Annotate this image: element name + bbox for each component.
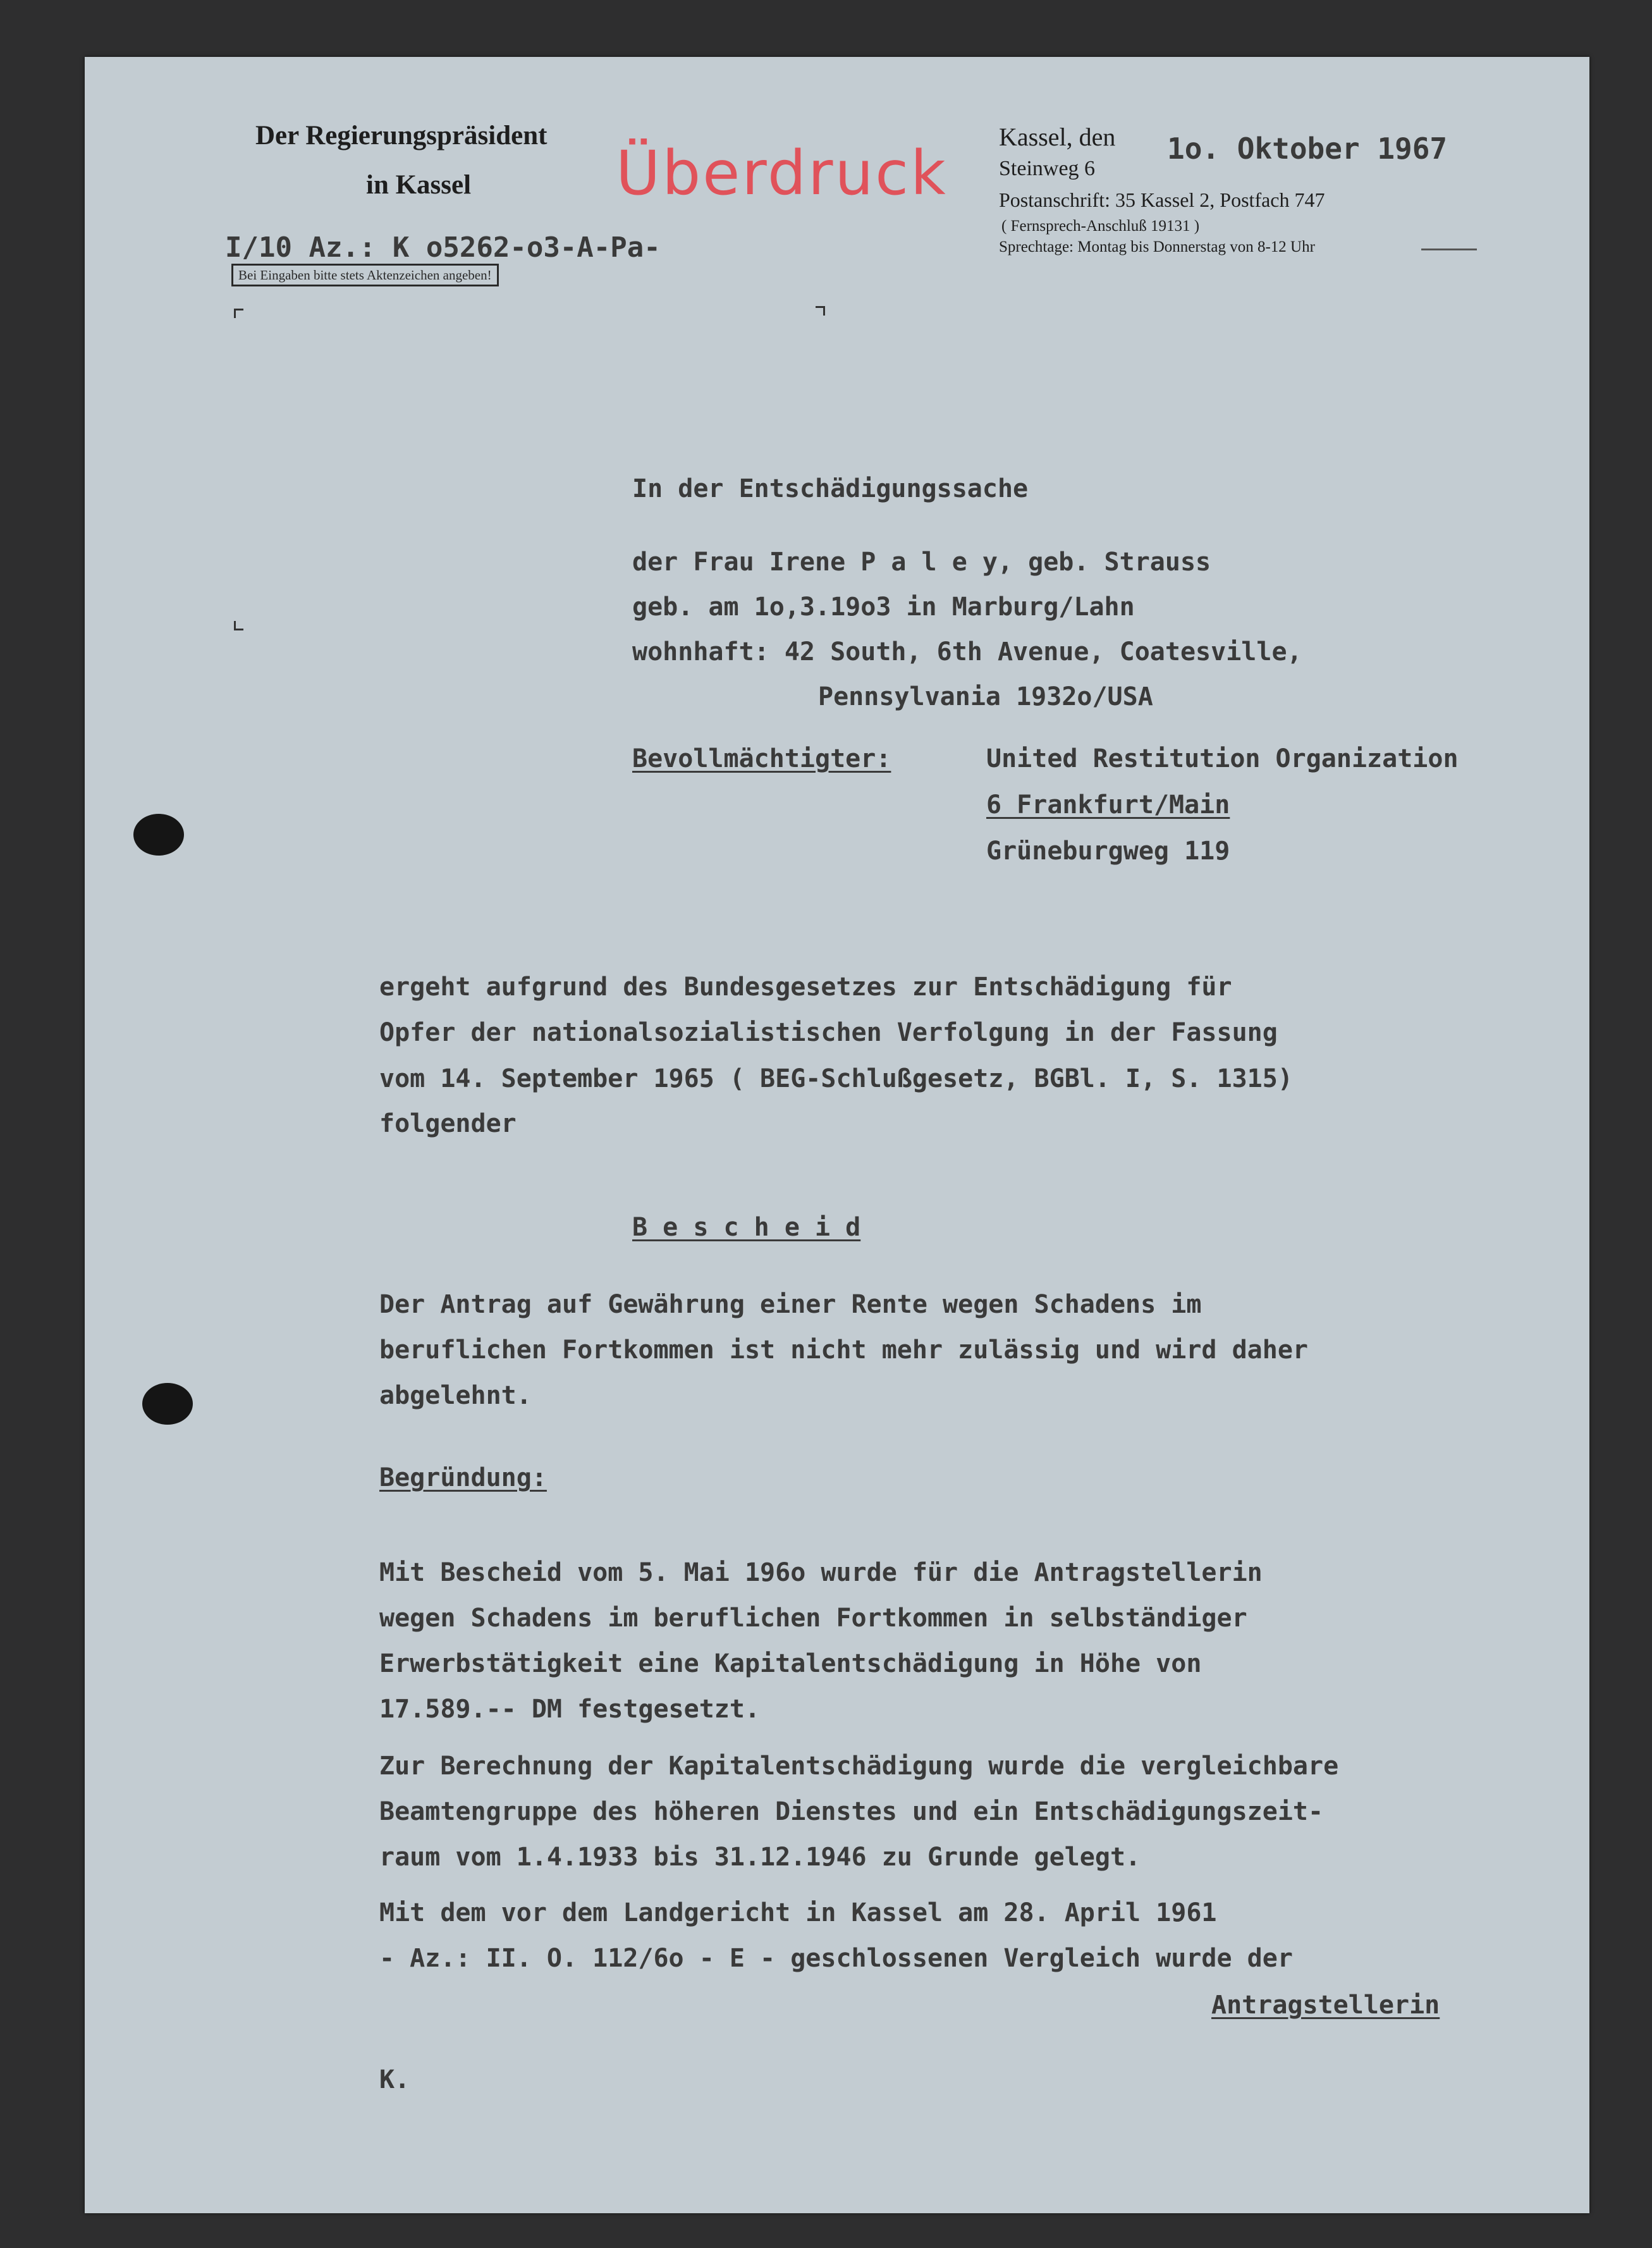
decision-line-2: beruflichen Fortkommen ist nicht mehr zulässig und wird daher (379, 1336, 1309, 1365)
legal-basis-line-2: Opfer der nationalsozialistischen Verfolgung in der Fassung (379, 1018, 1278, 1047)
reasons-2-line-1: Zur Berechnung der Kapitalentschädigung wurde die vergleichbare (379, 1752, 1339, 1781)
continuation-word: Antragstellerin (1211, 1991, 1440, 2020)
decision-line-3: abgelehnt. (379, 1381, 532, 1410)
claimant-line-3: wohnhaft: 42 South, 6th Avenue, Coatesville, (632, 637, 1302, 666)
office-hours: Sprechtage: Montag bis Donnerstag von 8-12 Uhr (999, 238, 1315, 255)
document-page (85, 57, 1589, 2213)
reference-note: Bei Eingaben bitte stets Aktenzeichen angeben! (231, 264, 499, 286)
agent-line-1: United Restitution Organization (986, 744, 1459, 773)
authority-name-line2: in Kassel (366, 170, 472, 200)
street-address: Steinweg 6 (999, 157, 1096, 180)
punch-hole-upper (133, 814, 184, 856)
file-reference: I/10 Az.: K o5262-o3-A-Pa- (225, 231, 661, 264)
postal-address: Postanschrift: 35 Kassel 2, Postfach 747 (999, 188, 1325, 211)
reasons-3-line-1: Mit dem vor dem Landgericht in Kassel am 28. April 1961 (379, 1898, 1217, 1927)
footer-mark: K. (379, 2065, 410, 2094)
decision-heading: B e s c h e i d (632, 1213, 861, 1242)
place-label: Kassel, den (999, 123, 1116, 151)
case-intro: In der Entschädigungssache (632, 474, 1029, 503)
agent-line-3: Grüneburgweg 119 (986, 837, 1230, 866)
claimant-line-4: Pennsylvania 1932o/USA (818, 682, 1153, 711)
claimant-line-1: der Frau Irene P a l e y, geb. Strauss (632, 548, 1211, 577)
reasons-2-line-3: raum vom 1.4.1933 bis 31.12.1946 zu Grunde gelegt. (379, 1843, 1141, 1872)
office-hours-dash (1421, 249, 1477, 250)
legal-basis-line-3: vom 14. September 1965 ( BEG-Schlußgesetz, BGBl. I, S. 1315) (379, 1064, 1293, 1093)
legal-basis-line-1: ergeht aufgrund des Bundesgesetzes zur Entschädigung für (379, 973, 1232, 1002)
legal-basis-line-4: folgender (379, 1109, 517, 1138)
window-corner-top-right (816, 306, 825, 316)
reasons-3-line-2: - Az.: II. O. 112/6o - E - geschlossenen Vergleich wurde der (379, 1944, 1293, 1973)
window-corner-top-left (234, 309, 243, 318)
punch-hole-lower (142, 1383, 193, 1425)
reasons-1-line-2: wegen Schadens im beruflichen Fortkommen in selbständiger (379, 1604, 1247, 1633)
reasons-1-line-4: 17.589.-- DM festgesetzt. (379, 1695, 761, 1724)
agent-line-2: 6 Frankfurt/Main (986, 790, 1230, 820)
reasons-2-line-2: Beamtengruppe des höheren Dienstes und ein Entschädigungszeit- (379, 1797, 1324, 1826)
window-corner-bottom-left (234, 621, 243, 630)
authority-name-line1: Der Regierungspräsident (255, 121, 548, 150)
reasons-heading: Begründung: (379, 1463, 547, 1492)
reasons-1-line-3: Erwerbstätigkeit eine Kapitalentschädigung in Höhe von (379, 1649, 1202, 1678)
decision-line-1: Der Antrag auf Gewährung einer Rente wegen Schadens im (379, 1290, 1202, 1319)
letter-date: 1o. Oktober 1967 (1167, 132, 1448, 166)
agent-label: Bevollmächtigter: (632, 744, 891, 773)
overprint-stamp: Überdruck (616, 138, 948, 209)
claimant-line-2: geb. am 1o,3.19o3 in Marburg/Lahn (632, 593, 1135, 622)
reasons-1-line-1: Mit Bescheid vom 5. Mai 196o wurde für die Antragstellerin (379, 1558, 1263, 1587)
phone-number: ( Fernsprech-Anschluß 19131 ) (1001, 218, 1200, 235)
